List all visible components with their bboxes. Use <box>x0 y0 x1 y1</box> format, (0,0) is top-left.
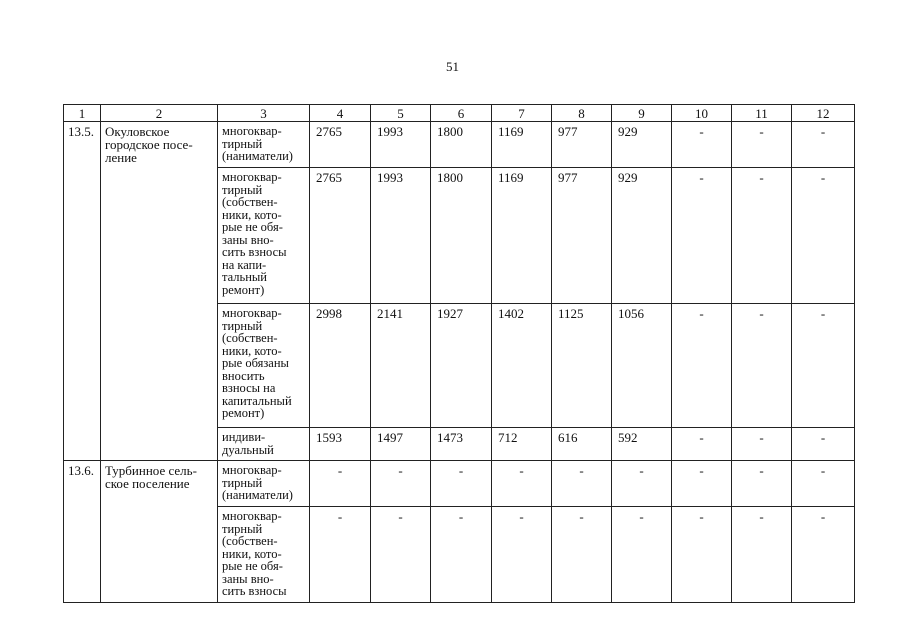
header-cell: 5 <box>371 105 431 122</box>
value-cell: - <box>672 428 732 461</box>
value-cell: - <box>310 461 371 507</box>
value-cell: 1800 <box>431 168 492 304</box>
value-cell: - <box>672 461 732 507</box>
value-cell: - <box>492 461 552 507</box>
value-cell: - <box>792 304 855 428</box>
housing-type: многоквар- тирный (собствен- ники, кото- рые не обя- заны вно- сить взносы на капи- тальный ремонт) <box>218 168 310 304</box>
header-cell: 2 <box>101 105 218 122</box>
value-cell: - <box>792 461 855 507</box>
value-cell: - <box>732 428 792 461</box>
value-cell: 1169 <box>492 168 552 304</box>
housing-type: многоквар- тирный (собствен- ники, кото- рые не обя- заны вно- сить взносы <box>218 507 310 603</box>
value-cell: 1125 <box>552 304 612 428</box>
header-row <box>64 105 855 122</box>
value-cell: - <box>552 507 612 603</box>
row-code: 13.5. <box>64 122 101 461</box>
value-cell: 1927 <box>431 304 492 428</box>
value-cell: - <box>310 507 371 603</box>
header-cell: 1 <box>64 105 101 122</box>
value-cell: - <box>732 304 792 428</box>
tariff-table <box>63 104 855 603</box>
value-cell: - <box>792 507 855 603</box>
value-cell: - <box>792 122 855 168</box>
header-cell: 4 <box>310 105 371 122</box>
page-number: 51 <box>446 59 459 74</box>
value-cell: 616 <box>552 428 612 461</box>
header-cell: 12 <box>792 105 855 122</box>
value-cell: - <box>672 507 732 603</box>
header-cell: 6 <box>431 105 492 122</box>
row-code: 13.6. <box>64 461 101 603</box>
value-cell: - <box>431 507 492 603</box>
value-cell: - <box>732 507 792 603</box>
value-cell: - <box>371 507 431 603</box>
value-cell: - <box>672 122 732 168</box>
header-cell: 9 <box>612 105 672 122</box>
header-cell: 3 <box>218 105 310 122</box>
value-cell: 2765 <box>310 122 371 168</box>
value-cell: 1497 <box>371 428 431 461</box>
housing-type: многоквар- тирный (наниматели) <box>218 461 310 507</box>
value-cell: - <box>732 122 792 168</box>
header-cell: 8 <box>552 105 612 122</box>
value-cell: - <box>792 428 855 461</box>
header-cell: 11 <box>732 105 792 122</box>
value-cell: 2141 <box>371 304 431 428</box>
value-cell: 977 <box>552 168 612 304</box>
value-cell: 712 <box>492 428 552 461</box>
value-cell: - <box>732 461 792 507</box>
value-cell: - <box>612 507 672 603</box>
housing-type: индиви- дуальный <box>218 428 310 461</box>
value-cell: 929 <box>612 168 672 304</box>
housing-type: многоквар- тирный (собствен- ники, кото- рые обязаны вносить взносы на капитальный ремонт) <box>218 304 310 428</box>
value-cell: 1473 <box>431 428 492 461</box>
table-row <box>64 461 855 507</box>
value-cell: 1169 <box>492 122 552 168</box>
value-cell: - <box>732 168 792 304</box>
value-cell: 592 <box>612 428 672 461</box>
value-cell: - <box>492 507 552 603</box>
housing-type: многоквар- тирный (наниматели) <box>218 122 310 168</box>
value-cell: - <box>552 461 612 507</box>
value-cell: 1593 <box>310 428 371 461</box>
value-cell: 2765 <box>310 168 371 304</box>
value-cell: 1993 <box>371 168 431 304</box>
value-cell: - <box>431 461 492 507</box>
value-cell: 1402 <box>492 304 552 428</box>
table-row <box>64 122 855 168</box>
value-cell: 1800 <box>431 122 492 168</box>
settlement-name: Турбинное сель- ское поселение <box>101 461 218 603</box>
settlement-name: Окуловское городское посе- ление <box>101 122 218 461</box>
value-cell: - <box>672 168 732 304</box>
value-cell: - <box>672 304 732 428</box>
value-cell: 1056 <box>612 304 672 428</box>
value-cell: - <box>371 461 431 507</box>
value-cell: - <box>792 168 855 304</box>
value-cell: 977 <box>552 122 612 168</box>
value-cell: - <box>612 461 672 507</box>
header-cell: 10 <box>672 105 732 122</box>
value-cell: 929 <box>612 122 672 168</box>
value-cell: 2998 <box>310 304 371 428</box>
value-cell: 1993 <box>371 122 431 168</box>
header-cell: 7 <box>492 105 552 122</box>
